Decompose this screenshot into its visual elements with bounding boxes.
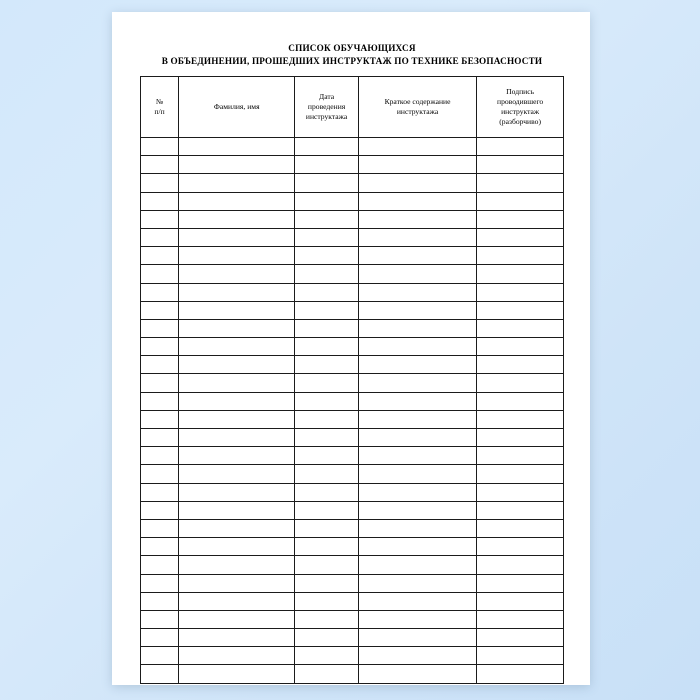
table-cell[interactable] — [141, 574, 179, 592]
table-row — [141, 301, 564, 319]
table-cell[interactable] — [477, 228, 564, 246]
table-row — [141, 138, 564, 156]
table-cell[interactable] — [141, 665, 179, 683]
table-row — [141, 538, 564, 556]
table-row — [141, 247, 564, 265]
table-cell[interactable] — [141, 538, 179, 556]
table-cell[interactable] — [358, 283, 476, 301]
table-cell[interactable] — [179, 410, 295, 428]
table-cell[interactable] — [477, 338, 564, 356]
instruction-register-table — [140, 76, 564, 684]
table-cell[interactable] — [141, 210, 179, 228]
table-cell[interactable] — [358, 574, 476, 592]
table-cell[interactable] — [477, 410, 564, 428]
table-cell[interactable] — [179, 647, 295, 665]
table-row — [141, 429, 564, 447]
table-cell[interactable] — [295, 465, 358, 483]
table-row — [141, 574, 564, 592]
table-cell[interactable] — [179, 465, 295, 483]
table-cell[interactable] — [179, 192, 295, 210]
table-cell[interactable] — [179, 483, 295, 501]
table-cell[interactable] — [179, 247, 295, 265]
table-cell[interactable] — [141, 247, 179, 265]
table-cell[interactable] — [358, 538, 476, 556]
table-cell[interactable] — [358, 501, 476, 519]
table-cell[interactable] — [141, 610, 179, 628]
table-cell[interactable] — [295, 138, 358, 156]
table-row — [141, 629, 564, 647]
table-cell[interactable] — [179, 538, 295, 556]
table-cell[interactable] — [179, 228, 295, 246]
table-cell[interactable] — [141, 501, 179, 519]
table-row — [141, 610, 564, 628]
table-cell[interactable] — [179, 665, 295, 683]
column-header-date-line-1: Дата — [319, 92, 335, 101]
table-row — [141, 338, 564, 356]
table-body — [141, 138, 564, 684]
table-cell[interactable] — [179, 356, 295, 374]
table-cell[interactable] — [295, 556, 358, 574]
table-row — [141, 374, 564, 392]
table-cell[interactable] — [295, 574, 358, 592]
table-cell[interactable] — [477, 283, 564, 301]
table-cell[interactable] — [295, 228, 358, 246]
table-cell[interactable] — [179, 138, 295, 156]
table-cell[interactable] — [358, 156, 476, 174]
table-cell[interactable] — [179, 319, 295, 337]
table-cell[interactable] — [358, 556, 476, 574]
table-cell[interactable] — [179, 429, 295, 447]
table-cell[interactable] — [295, 538, 358, 556]
column-header-name-line-1: Фамилия, имя — [213, 102, 260, 111]
column-header-number-line-2: п/п — [154, 107, 165, 116]
table-cell[interactable] — [477, 156, 564, 174]
table-cell[interactable] — [477, 429, 564, 447]
table-cell[interactable] — [358, 228, 476, 246]
table-row — [141, 392, 564, 410]
column-header-summary-line-2: инструктажа — [396, 107, 439, 116]
table-cell[interactable] — [141, 465, 179, 483]
table-cell[interactable] — [477, 192, 564, 210]
column-header-date-line-2: проведения — [307, 102, 346, 111]
column-header-signature-line-1: Подпись — [506, 87, 535, 96]
table-row — [141, 210, 564, 228]
table-cell[interactable] — [179, 374, 295, 392]
table-cell[interactable] — [358, 447, 476, 465]
table-cell[interactable] — [358, 265, 476, 283]
table-cell[interactable] — [179, 392, 295, 410]
table-cell[interactable] — [179, 283, 295, 301]
table-cell[interactable] — [477, 665, 564, 683]
table-cell[interactable] — [295, 429, 358, 447]
table-cell[interactable] — [141, 429, 179, 447]
table-cell[interactable] — [477, 374, 564, 392]
table-cell[interactable] — [141, 301, 179, 319]
table-row — [141, 356, 564, 374]
table-cell[interactable] — [141, 138, 179, 156]
table-row — [141, 283, 564, 301]
table-cell[interactable] — [477, 501, 564, 519]
table-cell[interactable] — [358, 319, 476, 337]
table-cell[interactable] — [358, 247, 476, 265]
table-cell[interactable] — [358, 647, 476, 665]
table-cell[interactable] — [141, 447, 179, 465]
table-cell[interactable] — [295, 410, 358, 428]
page-title-line-2: В ОБЪЕДИНЕНИИ, ПРОШЕДШИХ ИНСТРУКТАЖ ПО ТЕХНИКЕ БЕЗОПАСНОСТИ — [161, 55, 543, 66]
table-cell[interactable] — [179, 156, 295, 174]
table-cell[interactable] — [179, 592, 295, 610]
table-cell[interactable] — [358, 301, 476, 319]
table-cell[interactable] — [179, 338, 295, 356]
table-cell[interactable] — [179, 574, 295, 592]
table-row — [141, 410, 564, 428]
table-cell[interactable] — [295, 501, 358, 519]
table-cell[interactable] — [358, 610, 476, 628]
table-cell[interactable] — [358, 410, 476, 428]
table-cell[interactable] — [358, 519, 476, 537]
table-cell[interactable] — [141, 192, 179, 210]
table-cell[interactable] — [295, 265, 358, 283]
table-cell[interactable] — [295, 647, 358, 665]
table-row — [141, 519, 564, 537]
column-header-signature — [477, 77, 564, 138]
table-cell[interactable] — [141, 265, 179, 283]
table-cell[interactable] — [295, 665, 358, 683]
table-cell[interactable] — [141, 483, 179, 501]
table-cell[interactable] — [295, 447, 358, 465]
table-row — [141, 265, 564, 283]
table-cell[interactable] — [358, 174, 476, 192]
column-header-summary-line-1: Краткое содержание — [384, 97, 451, 106]
table-cell[interactable] — [141, 338, 179, 356]
table-cell[interactable] — [477, 356, 564, 374]
table-cell[interactable] — [141, 374, 179, 392]
table-cell[interactable] — [295, 392, 358, 410]
table-cell[interactable] — [477, 265, 564, 283]
table-cell[interactable] — [477, 392, 564, 410]
table-cell[interactable] — [295, 356, 358, 374]
table-cell[interactable] — [477, 210, 564, 228]
table-cell[interactable] — [358, 210, 476, 228]
table-row — [141, 647, 564, 665]
table-cell[interactable] — [179, 501, 295, 519]
table-header — [141, 77, 564, 138]
table-cell[interactable] — [358, 356, 476, 374]
column-header-signature-line-2: проводившего — [497, 97, 544, 106]
table-row — [141, 665, 564, 683]
table-cell[interactable] — [477, 556, 564, 574]
table-cell[interactable] — [477, 610, 564, 628]
table-cell[interactable] — [141, 228, 179, 246]
table-cell[interactable] — [179, 174, 295, 192]
table-cell[interactable] — [295, 210, 358, 228]
table-cell[interactable] — [358, 592, 476, 610]
table-cell[interactable] — [295, 283, 358, 301]
column-header-date-line-3: инструктажа — [305, 112, 348, 121]
table-cell[interactable] — [477, 519, 564, 537]
table-cell[interactable] — [295, 483, 358, 501]
table-row — [141, 556, 564, 574]
table-cell[interactable] — [358, 483, 476, 501]
table-cell[interactable] — [141, 556, 179, 574]
table-cell[interactable] — [295, 592, 358, 610]
column-header-signature-line-3: инструктаж — [501, 107, 540, 116]
table-cell[interactable] — [477, 629, 564, 647]
table-row — [141, 465, 564, 483]
table-cell[interactable] — [477, 574, 564, 592]
table-row — [141, 192, 564, 210]
table-cell[interactable] — [477, 592, 564, 610]
table-header-row — [141, 77, 564, 138]
table-row — [141, 501, 564, 519]
column-header-number — [141, 77, 179, 138]
page-title — [140, 42, 564, 67]
table-cell[interactable] — [141, 283, 179, 301]
column-header-number-line-1: № — [155, 97, 164, 106]
column-header-signature-line-4: (разборчиво) — [499, 117, 541, 126]
table-cell[interactable] — [358, 429, 476, 447]
table-cell[interactable] — [179, 301, 295, 319]
table-cell[interactable] — [141, 156, 179, 174]
table-cell[interactable] — [179, 210, 295, 228]
table-cell[interactable] — [477, 319, 564, 337]
column-header-summary — [358, 77, 476, 138]
table-cell[interactable] — [295, 519, 358, 537]
table-cell[interactable] — [295, 338, 358, 356]
table-cell[interactable] — [358, 629, 476, 647]
table-cell[interactable] — [477, 174, 564, 192]
table-row — [141, 447, 564, 465]
table-cell[interactable] — [141, 356, 179, 374]
table-cell[interactable] — [477, 483, 564, 501]
table-cell[interactable] — [141, 629, 179, 647]
table-cell[interactable] — [477, 447, 564, 465]
table-cell[interactable] — [295, 174, 358, 192]
document-page — [112, 12, 590, 685]
table-cell[interactable] — [477, 465, 564, 483]
table-cell[interactable] — [358, 338, 476, 356]
table-row — [141, 592, 564, 610]
table-cell[interactable] — [141, 519, 179, 537]
page-title-line-1: СПИСОК ОБУЧАЮЩИХСЯ — [288, 43, 416, 53]
table-cell[interactable] — [179, 519, 295, 537]
table-cell[interactable] — [477, 301, 564, 319]
table-cell[interactable] — [295, 247, 358, 265]
table-cell[interactable] — [358, 374, 476, 392]
table-cell[interactable] — [179, 629, 295, 647]
table-cell[interactable] — [179, 610, 295, 628]
table-row — [141, 228, 564, 246]
table-cell[interactable] — [295, 374, 358, 392]
table-cell[interactable] — [141, 174, 179, 192]
table-cell[interactable] — [477, 647, 564, 665]
table-cell[interactable] — [358, 392, 476, 410]
table-cell[interactable] — [179, 556, 295, 574]
table-cell[interactable] — [179, 265, 295, 283]
table-cell[interactable] — [295, 629, 358, 647]
table-cell[interactable] — [295, 192, 358, 210]
table-cell[interactable] — [295, 301, 358, 319]
table-cell[interactable] — [141, 592, 179, 610]
table-row — [141, 319, 564, 337]
table-row — [141, 156, 564, 174]
column-header-date — [295, 77, 358, 138]
table-cell[interactable] — [295, 610, 358, 628]
table-cell[interactable] — [141, 319, 179, 337]
table-cell[interactable] — [295, 319, 358, 337]
table-cell[interactable] — [295, 156, 358, 174]
page-content — [140, 42, 564, 684]
table-cell[interactable] — [179, 447, 295, 465]
table-cell[interactable] — [358, 192, 476, 210]
table-cell[interactable] — [477, 538, 564, 556]
table-cell[interactable] — [141, 647, 179, 665]
table-row — [141, 483, 564, 501]
column-header-name — [179, 77, 295, 138]
table-cell[interactable] — [358, 138, 476, 156]
table-cell[interactable] — [358, 665, 476, 683]
table-cell[interactable] — [477, 247, 564, 265]
table-cell[interactable] — [477, 138, 564, 156]
table-cell[interactable] — [141, 392, 179, 410]
table-cell[interactable] — [141, 410, 179, 428]
table-cell[interactable] — [358, 465, 476, 483]
table-row — [141, 174, 564, 192]
